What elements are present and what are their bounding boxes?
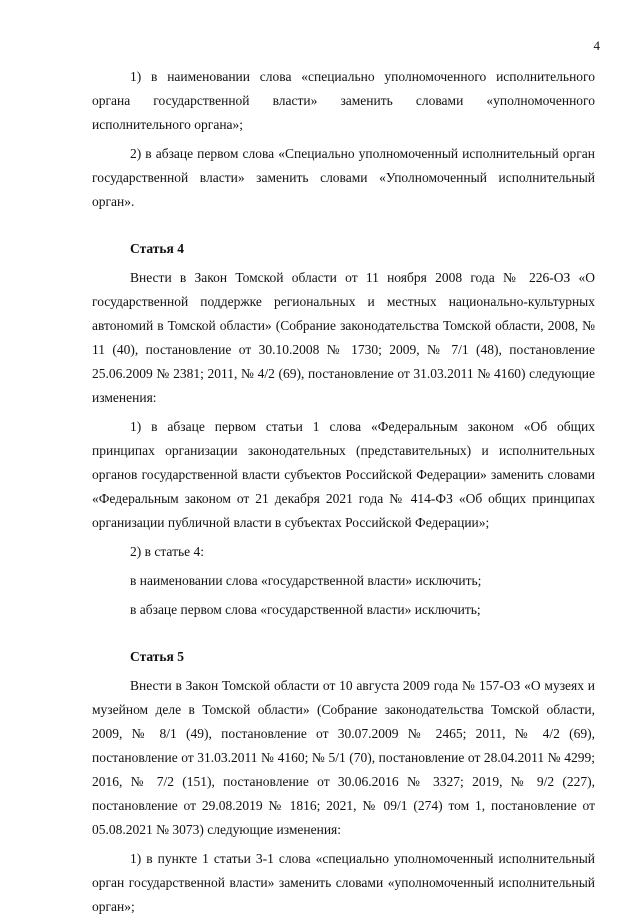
article-5-item-1: 1) в пункте 1 статьи 3-1 слова «специально уполномоченный исполнительный орган государственной власти» заменить словами «уполномоченный исполнительный орган»; bbox=[92, 851, 595, 914]
article-4-heading: Статья 4 bbox=[130, 241, 184, 256]
document-body bbox=[92, 65, 595, 919]
article-5-heading: Статья 5 bbox=[130, 649, 184, 664]
page-number: 4 bbox=[593, 38, 600, 53]
amendment-item-1: 1) в наименовании слова «специально уполномоченного исполнительного органа государственной власти» заменить словами «уполномоченного исполнительного органа»; bbox=[92, 69, 595, 132]
article-4-item-2-line-2: в абзаце первом слова «государственной власти» исключить; bbox=[130, 602, 481, 617]
article-4-item-2-line-1: в наименовании слова «государственной власти» исключить; bbox=[130, 573, 482, 588]
article-4-intro: Внести в Закон Томской области от 11 ноября 2008 года № 226-ОЗ «О государственной поддержке региональных и местных национально-культурных автономий в Томской области» (Собрание законодательства Томской области, 2008, № 11 (40), постановление от 30.10.2008 № 1730; 2009, № 7/1 (48), постановление 25.06.2009 № 2381; 2011, № 4/2 (69), постановление от 31.03.2011 № 4160) следующие изменения: bbox=[92, 270, 595, 405]
article-4-item-2: 2) в статье 4: bbox=[130, 544, 204, 559]
article-5-intro: Внести в Закон Томской области от 10 августа 2009 года № 157-ОЗ «О музеях и музейном деле в Томской области» (Собрание законодательства Томской области, 2009, № 8/1 (49), постановление от 30.07.2009 № 2465; 2011, № 4/2 (69), постановление от 31.03.2011 № 4160; № 5/1 (70), постановление от 28.04.2011 № 4299; 2016, № 7/2 (151), постановление от 30.06.2016 № 3327; 2019, № 9/2 (227), постановление от 29.08.2019 № 1816; 2021, № 09/1 (274) том 1, постановление от 05.08.2021 № 3073) следующие изменения: bbox=[92, 678, 595, 837]
amendment-item-2: 2) в абзаце первом слова «Специально уполномоченный исполнительный орган государственной власти» заменить словами «Уполномоченный исполнительный орган». bbox=[92, 146, 595, 209]
article-4-item-1: 1) в абзаце первом статьи 1 слова «Федеральным законом «Об общих принципах организации законодательных (представительных) и исполнительных органов государственной власти субъектов Российской Федерации» заменить словами «Федеральным законом от 21 декабря 2021 года № 414-ФЗ «Об общих принципах организации публичной власти в субъектах Российской Федерации»; bbox=[92, 419, 595, 530]
